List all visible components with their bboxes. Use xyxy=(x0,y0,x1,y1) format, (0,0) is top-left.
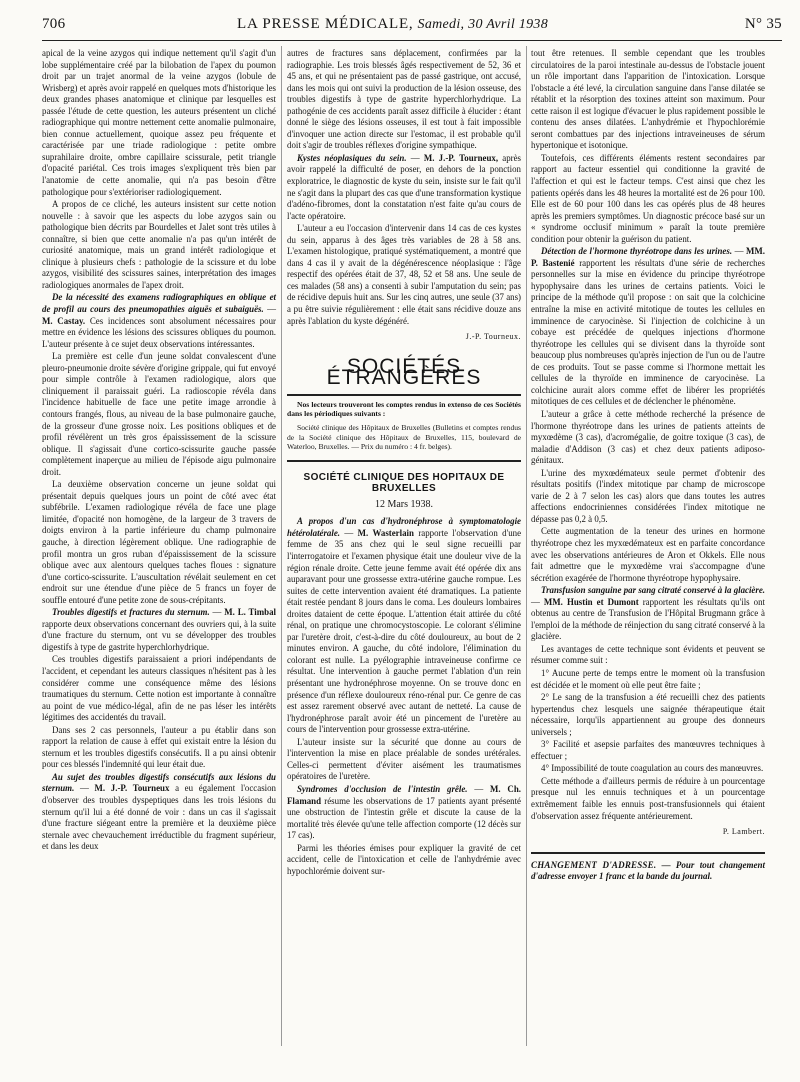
paragraph-text: L'urine des myxœdémateux seule permet d'obtenir des résultats positifs (l'index mitotique par champ de microscope varie de 2 à 7 selon les cas) alors que dans toutes les autres affections endocriniennes considérées l'index mitotique ne dépasse pas 0,2 à 0,5. xyxy=(531,467,765,524)
paragraph-text: rapportent les résultats d'une série de recherches personnelles sur la mise en évidence du principe thyréotrope hypophysaire dans les urines de certains patients. Voici le principe de la méthode qu'il propose : on sait que la colchicine entraîne la mise en activité mitotique de toutes les cellules en imminence de caryocinèse. Si l'injection de colchicine à un cobaye est précédée de quelques injections d'hormone thyréotrope les cellules qui se divisent dans la thyroïde sont beaucoup plus nombreuses qu'après injection de l'un ou de l'autre de ces produits. Tout se passe comme si l'hormone mettait les cellules de la thyroïde en imminence de caryocinèse. La colchicine aurait alors comme effet de libérer les propriétés mitotiques de ces cellules et de déclencher le phénomène. xyxy=(531,257,766,407)
article-paragraph: De la nécessité des examens radiographiques en oblique et de profil au cours des pneumopathies aiguës et subaiguës. — M. Castay. Ces incidences sont absolument nécessaires pour mettre en évidence les lésions des scissures obliques du poumon. L'auteur présente à ce sujet deux observations intéressantes. xyxy=(42,292,277,349)
article-heading: Détection de l'hormone thyréotrope dans les urines. xyxy=(541,246,733,257)
article-author: M. Ch. Flamand xyxy=(287,783,521,806)
paragraph-text: rapportent les résultats qu'ils ont obtenus au centre de Transfusion de l'Hôpital Brugmann grâce à l'emploi de la méthode de réinjection du sang citraté conservé à la glacière. xyxy=(531,596,765,642)
notice-box xyxy=(531,852,765,883)
column-3 xyxy=(531,48,765,883)
paragraph-text: autres de fractures sans déplacement, confirmées par la radiographie. Les trois blessés âgés respectivement de 52, 36 et 45 ans, et qui ne présentaient pas de passé gastrique, ont accusé, dans les mois qui ont suivi la production de la lésion osseuse, des troubles digestifs à type de gastrite hyperchlorhydrique. La pathogénie de ces accidents paraît assez difficile à élucider : étant donné le siège des lésions osseuses, il est tout à fait impossible d'invoquer une action directe sur l'estomac, il est probable qu'il doit s'agir de troubles réflexes d'origine sympathique. xyxy=(287,48,521,151)
paragraph-text: Cette méthode a d'ailleurs permis de réduire à un pourcentage presque nul les ennuis techniques et à un pourcentage extrêmement faible les ennuis post-transfusionnels qui étaient d'observation assez fréquente antérieurement. xyxy=(531,775,765,821)
article-heading: A propos d'un cas d'hydronéphrose à symptomatologie hétérolatérale. xyxy=(287,516,521,538)
journal-title xyxy=(237,16,548,33)
paragraph-text: Les avantages de cette technique sont évidents et peuvent se résumer comme suit : xyxy=(531,643,765,666)
page-number: 706 xyxy=(42,16,66,32)
notice-text: — Pour tout changement d'adresse envoyer 1 franc et la bande du journal. xyxy=(531,859,766,882)
article-author: M. Castay. xyxy=(42,315,86,326)
paragraph xyxy=(287,48,521,152)
paragraph xyxy=(42,725,276,771)
section-title: SOCIÉTÉS ÉTRANGÈRES xyxy=(326,354,482,390)
article-author: M. J.-P. Tourneux, xyxy=(423,152,499,163)
paragraph-text: L'auteur a eu l'occasion d'intervenir dans 14 cas de ces kystes du sein, apparus à des âges très variables de 28 à 58 ans. L'examen histologique, pratiqué systématiquement, a montré que dans 4 cas il y avait de la dégénérescence néoplasique : l'âge respectif des opérées était de 37, 48, 52 et 58 ans. Une seule de ces malades (58 ans) a consenti à subir l'amputation du sein; pas de récidive depuis huit ans. Sur les cinq autres, une seule (37 ans) a pu être suivie régulièrement : elle était sans récidive douze ans après l'ablation du kyste dégénéré. xyxy=(287,223,521,326)
article-paragraph: Au sujet des troubles digestifs consécutifs aux lésions du sternum. — M. J.-P. Tourneux a eu également l'occasion d'observer des troubles dyspeptiques dans les trois lésions du sternum qu'il lui a été donné de voir : dans un cas il s'agissait d'une fracture siégeant entre la première et la deuxième pièce sternale avec chevauchement irréductible du fragment supérieur, et dans les deux xyxy=(42,771,276,852)
paragraph-text: rapporte l'observation d'une femme de 35 ans chez qui le seul signe recueilli par l'interrogatoire et l'examen physique était une douleur vive de la région rénale droite. Cette jeune femme avait été opérée dix ans auparavant pour une grossesse extra-utérine gauche rompue. Les suites de cette intervention avaient été dramatiques. La patiente était restée pendant 8 jours dans le coma. Les douleurs lombaires droites dataient de cette époque. L'attention était attirée du côté rénal, on pratique une chromocystoscopie. Le colorant s'élimine par l'uretère droit, c'est-à-dire du côté douloureux, au bout de 2 minutes environ. A gauche, du côté indolore, l'élimination du colorant est nulle. La pyélographie intraveineuse confirme ce résultat. Une intervention à gauche permet l'ablation d'un rein présentant une hydronéphrose moyenne. On se trouve donc en présence d'un réflexe douloureux réno-rénal pur. Ce genre de cas est assez rarement observé avec autant de netteté. La cause de l'hydronéphrose paraît avoir été un pincement de l'uretère au cours de l'intervention pour grossesse extra-utérine. xyxy=(287,527,522,735)
article-paragraph: Kystes néoplasiques du sein. — M. J.-P. Tourneux, après avoir rappelé la difficulté de poser, en dehors de la ponction exploratrice, le diagnostic de kyste du sein, insiste sur le fait qu'il ne s'agit dans la plupart des cas que d'une transformation kystique d'adéno-fibromes, dont la constatation n'est faite qu'au cours de l'acte opératoire. xyxy=(287,152,521,221)
paragraph-text: L'auteur a grâce à cette méthode recherché la présence de l'hormone thyréotrope dans les urines de patients atteints de myxœdème (3 cas), d'acromégalie, de goitre toxique (3 cas), de maladie d'Addison (3 cas) et chez deux patients adiposo-génitaux. xyxy=(531,408,765,466)
article-paragraph: Troubles digestifs et fractures du sternum. — M. L. Timbal rapporte deux observations concernant des ouvriers qui, à la suite d'une fracture du sternum, ont vu se développer des troubles digestifs à type de gastrite hyperchlorhydrique. xyxy=(42,607,277,652)
issue-date: Samedi, 30 Avril 1938 xyxy=(417,17,549,32)
paragraph-text: Toutefois, ces différents éléments restent secondaires par rapport au facteur essentiel qui conditionne la gravité de l'affection et qui est le facteur temps. C'est ainsi que chez les patients opérés dans les 48 heures la mortalité est de 26 pour 100. Elle est de 60 pour 100 dans les cas opérés plus de 48 heures après les premiers symptômes. Un diagnostic précoce basé sur un « syndrome occlusif minimum » paraît la toute première condition pour obtenir la guérison du patient. xyxy=(531,152,765,244)
paragraph-text: 4° Impossibilité de toute coagulation au cours des manœuvres. xyxy=(541,763,764,774)
column-1 xyxy=(42,48,276,854)
paragraph-text: rapporte deux observations concernant des ouvriers qui, à la suite d'une fracture du sternum, ont vu se développer des troubles digestifs à type de gastrite hyperchlorhydrique. xyxy=(42,618,276,652)
paragraph-text: 3° Facilité et asepsie parfaites des manœuvres techniques à effectuer ; xyxy=(531,739,765,761)
paragraph xyxy=(42,479,276,606)
column-2 xyxy=(287,48,521,878)
paragraph-text: Dans ses 2 cas personnels, l'auteur a pu établir dans son rapport la relation de cause à effet qui existait entre la lésion du sternum et les troubles digestifs consécutifs. Il a pu ainsi obtenir pour ces blessés l'indemnité qui leur était due. xyxy=(42,724,276,770)
society-title: SOCIÉTÉ CLINIQUE DES HOPITAUX DE BRUXELLES xyxy=(303,471,505,495)
paragraph xyxy=(531,644,765,667)
paragraph xyxy=(531,468,765,526)
article-author: MM. P. Bastenié xyxy=(531,246,766,268)
paragraph xyxy=(531,763,765,775)
paragraph-text: après avoir rappelé la difficulté de poser, en dehors de la ponction exploratrice, le diagnostic de kyste du sein, insiste sur le fait qu'il ne s'agit dans la plupart des cas que d'une transformation kystique d'adéno-fibromes, dont la constatation n'est faite qu'au cours de l'acte opératoire. xyxy=(287,152,521,221)
paragraph xyxy=(531,409,765,467)
paragraph xyxy=(42,654,276,723)
session-date: 12 Mars 1938. xyxy=(374,498,434,510)
article-author: M. J.-P. Tourneux xyxy=(94,783,170,794)
paragraph xyxy=(42,351,276,478)
section-rule xyxy=(287,460,521,462)
header-rule xyxy=(42,40,782,41)
paragraph-text: 2° Le sang de la transfusion a été recueilli chez des patients hypertendus chez lesquels une saignée thérapeutique était nécessaire, lorqu'ils appartiennent au groupe des donneurs universels ; xyxy=(531,692,765,737)
paragraph-text: 1° Aucune perte de temps entre le moment où la transfusion est décidée et le moment où elle peut être faite ; xyxy=(531,667,765,690)
column-divider xyxy=(526,46,527,1046)
paragraph-text: Cette augmentation de la teneur des urines en hormone thyréotrope chez les myxœdémateux est en parfaite concordance avec les observations antérieures de Aron et Okkels. Elle nous fait admettre que le myxœdème vrai s'accompagne d'une sécrétion exagérée de l'hormone thyréotrope hypophysaire. xyxy=(531,526,765,583)
signature: P. Lambert. xyxy=(722,827,765,837)
section-note: Nos lecteurs trouveront les comptes rendus in extenso de ces Sociétés dans les périodiques suivants : xyxy=(287,399,521,419)
article-heading: Troubles digestifs et fractures du sternum. xyxy=(52,607,210,618)
article-author: MM. Hustin et Dumont xyxy=(543,596,639,607)
paragraph-text: résume les observations de 17 patients ayant présenté une obstruction de l'intestin grêle et discute la cause de la mortalité très élevée qu'une telle affection comporte (12 décès sur 17 cas). xyxy=(287,795,521,841)
column-divider xyxy=(281,46,282,1046)
article-heading: Au sujet des troubles digestifs consécutifs aux lésions du sternum. xyxy=(42,771,276,794)
paragraph xyxy=(287,843,521,878)
section-rule xyxy=(287,394,521,396)
article-author: M. L. Timbal xyxy=(224,607,277,618)
article-paragraph: Syndromes d'occlusion de l'intestin grêle. — M. Ch. Flamand résume les observations de 17 patients ayant présenté une obstruction de l'intestin grêle et discute la cause de la mortalité très élevée qu'une telle affection comporte (12 décès sur 17 cas). xyxy=(287,783,521,841)
article-heading: Transfusion sanguine par sang citraté conservé à la glacière. xyxy=(541,585,765,596)
paragraph-text: Ces incidences sont absolument nécessaires pour mettre en évidence les lésions des scissures obliques du poumon. L'auteur présente à ce sujet deux observations intéressantes. xyxy=(42,315,276,349)
article-paragraph: Détection de l'hormone thyréotrope dans les urines. — MM. P. Bastenié rapportent les résultats d'une série de recherches personnelles sur la mise en évidence du principe thyréotrope hypophysaire dans les urines de certains patients. Voici le principe de la méthode qu'il propose : on sait que la colchicine entraîne la mise en activité mitotique de toutes les cellules en imminence de caryocinèse. Si l'injection de colchicine à un cobaye est précédée de quelques injections d'hormone thyréotrope les cellules qui se divisent dans la thyroïde sont beaucoup plus nombreuses qu'après injection de l'un ou de l'autre de ces produits. Tout se passe comme si l'hormone mettait les cellules de la thyroïde en imminence de caryocinèse. La colchicine aurait alors comme effet de libérer les propriétés mitotiques de ces cellules et de déclencher le phénomène. xyxy=(531,246,766,407)
paragraph xyxy=(531,776,765,822)
paragraph-text: L'auteur insiste sur la sécurité que donne au cours de l'intervention la mise en place préalable de sondes urétérales. Celles-ci permettent d'éviter aisément les traumatismes opératoires de l'uretère. xyxy=(287,736,521,782)
article-heading: De la nécessité des examens radiographiques en oblique et de profil au cours des pneumopathies aiguës et subaiguës. xyxy=(42,292,276,315)
article-heading: Syndromes d'occlusion de l'intestin grêle. xyxy=(297,783,468,794)
running-header xyxy=(42,16,782,38)
paragraph xyxy=(531,153,765,245)
paragraph-text: apical de la veine azygos qui indique nettement qu'il s'agit d'un lobe supplémentaire créé par la bilobation de l'apex du poumon droit par un trajet anormal de la veine azygos (lobule de Wrisberg) et après avoir rappelé en quelques mots d'historique les deux grandes phases anatomique et clinique par lesquelles est passée l'étude de cette question, les auteurs présentent un cliché radiographique qui montre nettement cette anomalie pulmonaire, bien connue actuellement, quoique assez peu fréquente et caractérisée par une triade radiologique : petite ombre suprahilaire droite, ombre capillaire scissurale, petit triangle d'opacité pariétal. Ces trois images s'expliquent très bien par l'anatomie de cette anomalie, qui n'a pas besoin d'être pathologique pour s'extérioriser radiologiquement. xyxy=(42,48,276,197)
issue-number: N° 35 xyxy=(744,16,782,32)
paragraph-text: tout être retenues. Il semble cependant que les troubles circulatoires de la paroi intestinale au-dessus de l'obstacle jouent un rôle important dans l'apparition de l'intoxication. Lorsque l'obstacle a été levé, la circulation sanguine dans l'anse dilatée se rétablit et la résorption des toxines atteint son maximum. Pour cette raison il est logique d'évacuer le plus rapidement possible le contenu des anses dilatées. L'anhydrémie et l'hypochlorémie seront combattues par des injections intraveineuses de sérum hypertonique et isotonique. xyxy=(531,48,765,151)
paragraph xyxy=(287,737,521,783)
paragraph xyxy=(531,48,765,152)
paragraph-text: A propos de ce cliché, les auteurs insistent sur cette notion nouvelle : à savoir que les aspects du lobe azygos sain ou pathologique bien décrits par Bourdelles et Jalet sont très utiles à connaître, si bien que cette anomalie n'a pas qu'un intérêt de curiosité anatomique, mais un grand intérêt radiologique et clinique à plusieurs chefs : pathologie de la scissure et du lobe azygos, visibilité des scissures saines, interprétation des images radiologiques anormales de l'apex droit. xyxy=(42,199,276,290)
paragraph xyxy=(531,692,765,738)
article-author: M. Wasterlain xyxy=(357,527,414,538)
article-heading: Kystes néoplasiques du sein. xyxy=(297,152,407,163)
paragraph xyxy=(531,526,765,584)
paragraph xyxy=(42,48,276,198)
column-2-articles xyxy=(287,48,521,327)
paragraph xyxy=(287,223,521,327)
paragraph-text: La deuxième observation concerne un jeune soldat qui présentait depuis quelques jours un point de côté avec état subfébrile. L'examen radiologique révéla de face une plage limitée, d'opacité non homogène, de la largeur de 3 travers de doigts environ à la partie inférieure du champ pulmonaire gauche, à direction légèrement oblique. Une radiographie de profil montra un gros ruban d'épaississement de la scissure oblique avec aux alentours quelques taches floues : signature d'une cortico-scissurite. L'auscultation révélait seulement en cet endroit sur une étendue d'une pièce de 5 francs un foyer de souffle entouré d'une petite zone de sous-crépitants. xyxy=(42,479,276,605)
paragraph-text: Ces troubles digestifs paraissaient a priori indépendants de l'accident, et cependant les auteurs classiques n'hésitent pas à les considérer comme une conséquence même des lésions traumatiques du sternum. Cette notion est importante à connaître au point de vue médico-légal, afin de ne pas léser les intérêts légitimes des accidentés du travail. xyxy=(42,654,276,723)
column-2-reports xyxy=(287,516,521,877)
paragraph xyxy=(531,668,765,691)
column-3-reports xyxy=(531,48,765,822)
journal-name: LA PRESSE MÉDICALE, xyxy=(237,16,414,32)
signature: J.-P. Tourneux. xyxy=(465,332,521,342)
article-paragraph: A propos d'un cas d'hydronéphrose à symptomatologie hétérolatérale. — M. Wasterlain rapporte l'observation d'une femme de 35 ans chez qui le seul signe recueilli par l'interrogatoire et l'examen physique était une douleur vive de la région rénale droite. Cette jeune femme avait été opérée dix ans auparavant pour une grossesse extra-utérine gauche rompue. Les suites de cette intervention avaient été dramatiques. La patiente était restée pendant 8 jours dans le coma. Les douleurs lombaires droites dataient de cette époque. L'attention était attirée du côté rénal, on pratique une chromocystoscopie. Le colorant s'élimine par l'uretère droit, c'est-à-dire du côté douloureux, au bout de 2 minutes environ. A gauche, du côté indolore, l'élimination du colorant est nulle. La pyélographie intraveineuse confirme ce résultat. Une intervention à gauche permet l'ablation d'un rein présentant une hydronéphrose moyenne. On se trouve donc en présence d'un réflexe douloureux réno-rénal pur. Ce genre de cas est assez rarement observé avec autant de netteté. La cause de l'hydronéphrose paraît avoir été un pincement de l'uretère au cours de l'intervention pour grossesse extra-utérine. xyxy=(287,516,522,735)
paragraph xyxy=(531,739,765,762)
section-note-periodicals: Société clinique des Hôpitaux de Bruxelles (Bulletins et comptes rendus de la Société clinique des Hôpitaux de Bruxelles, 115, boulevard de Waterloo, Bruxelles. — Prix du numéro : 4 fr. belges). xyxy=(287,422,521,452)
article-paragraph: Transfusion sanguine par sang citraté conservé à la glacière. — MM. Hustin et Dumont rapportent les résultats qu'ils ont obtenus au centre de Transfusion de l'Hôpital Brugmann grâce à l'emploi de la méthode de réinjection du sang citraté conservé à la glacière. xyxy=(531,585,765,642)
notice-caption: CHANGEMENT D'ADRESSE. xyxy=(531,859,657,870)
paragraph-text: La première est celle d'un jeune soldat convalescent d'une pleuro-pneumonie droite sévère d'origine grippale, qui fut envoyé pour simple contrôle à l'examen radiologique, alors que cliniquement il paraissait guéri. La radioscopie révéla dans l'incidence habituelle de face une petite image arrondie à contours frangés, flous, au niveau de la base pulmonaire gauche, de la grosseur d'une grosse noix. Les positions obliques et de profil révélèrent un très gros épaississement de la scissure oblique. Il s'agissait d'une cortico-scissurite gauche passée complètement inaperçue au milieu de l'épisode aigu pulmonaire droit. xyxy=(42,351,276,477)
paragraph-text: a eu également l'occasion d'observer des troubles dyspeptiques dans les trois lésions du sternum qu'il lui a été donné de voir : dans un cas il s'agissait d'une fracture siégeant entre la première et la deuxième pièce sternale avec chevauchement irréductible du fragment supérieur, et dans les deux xyxy=(42,783,276,852)
paragraph xyxy=(42,199,276,291)
paragraph-text: Parmi les théories émises pour expliquer la gravité de cet accident, celle de l'intoxication et celle de l'anhydrémie avec hypochlorémie doivent sur- xyxy=(287,842,521,876)
